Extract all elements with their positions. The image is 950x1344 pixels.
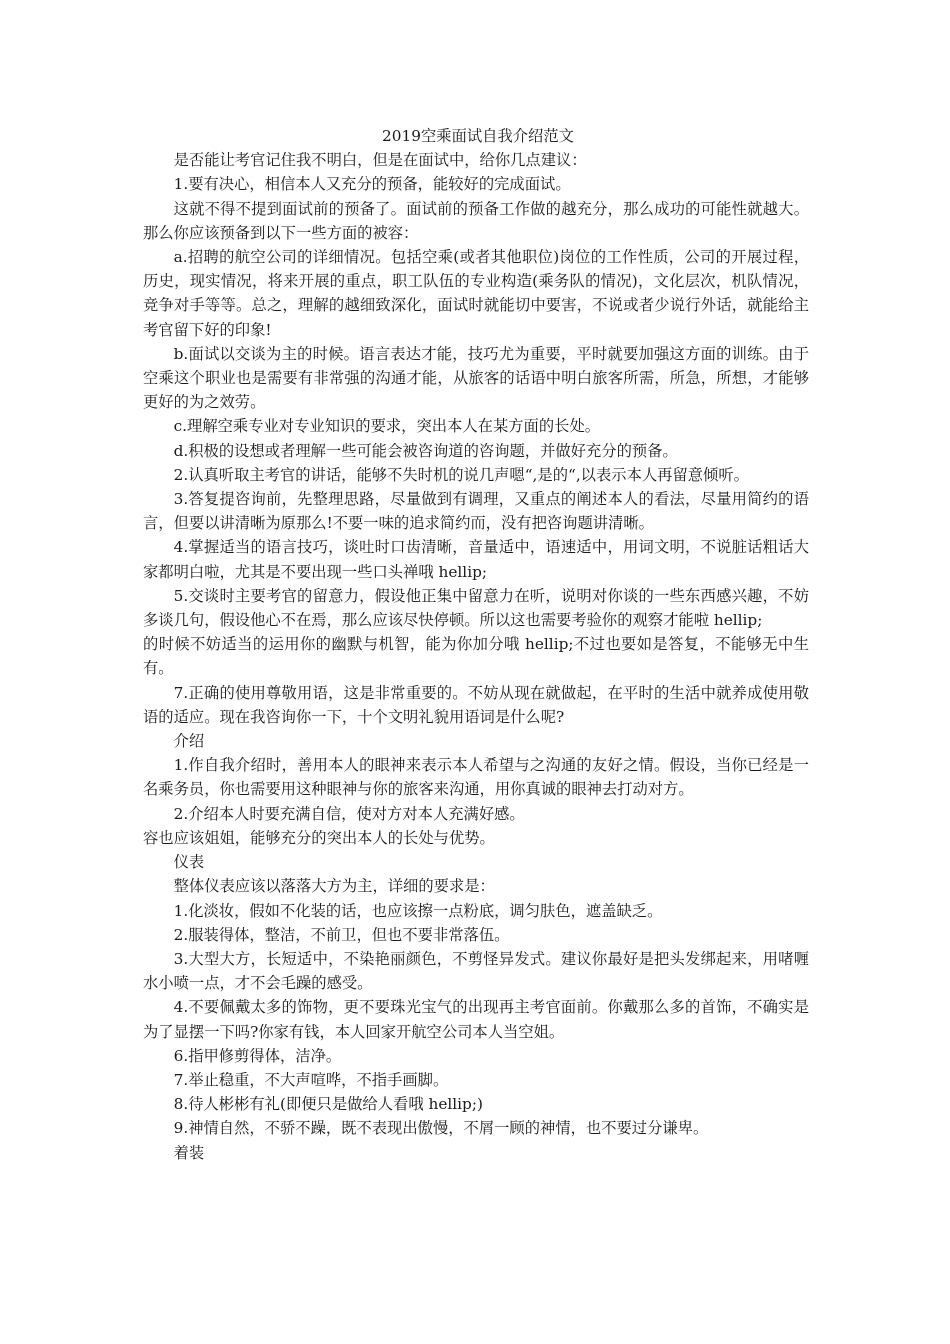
paragraph-list [143,148,809,1165]
paragraph: 7.举止稳重，不大声喧哗，不指手画脚。 [173,1070,449,1089]
paragraph: 1.作自我介绍时，善用本人的眼神来表示本人希望与之沟通的友好之情。假设，当你已经是一名乘务员，你也需要用这种眼神与你的旅客来沟通，用你真诚的眼神去打动对方。 [143,756,809,799]
paragraph: 2.认真听取主考官的讲话，能够不失时机的说几声嗯“,是的“,以表示本人再留意倾听。 [173,465,749,484]
paragraph: c.理解空乘专业对专业知识的要求，突出本人在某方面的长处。 [173,417,601,436]
paragraph: 8.待人彬彬有礼(即便只是做给人看哦 hellip;) [173,1095,483,1114]
paragraph: 整体仪表应该以落落大方为主，详细的要求是： [173,877,495,896]
paragraph: 2.介绍本人时要充满自信，使对方对本人充满好感。 [173,804,525,823]
paragraph: 的时候不妨适当的运用你的幽默与机智，能为你加分哦 hellip;不过也要如是答复，不能够无中生有。 [143,635,809,678]
paragraph: a.招聘的航空公司的详细情况。包括空乘(或者其他职位)岗位的工作性质，公司的开展过程，历史，现实情况，将来开展的重点，职工队伍的专业构造(乘务队的情况)，文化层次，机队情况，竞争对手等等。总之，理解的越细致深化，面试时就能切中要害，不说或者少说行外话，就能给主考官留下好的印象! [143,248,809,339]
document-title: 2019空乘面试自我介绍范文 [382,127,574,145]
paragraph: b.面试以交谈为主的时候。语言表达才能，技巧尤为重要，平时就要加强这方面的训练。由于空乘这个职业也是需要有非常强的沟通才能，从旅客的话语中明白旅客所需，所急，所想，才能够更好的为之效劳。 [143,344,809,412]
paragraph: 5.交谈时主要考官的留意力，假设他正集中留意力在听，说明对你谈的一些东西感兴趣，不妨多谈几句，假设他心不在焉，那么应该尽快停顿。所以这也需要考验你的观察才能啦 hellip; [143,586,809,630]
paragraph: 是否能让考官记住我不明白，但是在面试中，给你几点建议： [173,151,587,170]
paragraph: 仪表 [173,853,205,872]
paragraph: 2.服装得体，整洁，不前卫，但也不要非常落伍。 [173,925,510,944]
paragraph: 3.答复提咨询前，先整理思路，尽量做到有调理，又重点的阐述本人的看法，尽量用简约的语言，但要以讲清晰为原那么!不要一味的追求简约而，没有把咨询题讲清晰。 [143,490,809,533]
paragraph: 容也应该姐姐，能够充分的突出本人的长处与优势。 [143,828,495,847]
paragraph: 3.大型大方，长短适中，不染艳丽颜色，不剪怪异发式。建议你最好是把头发绑起来，用啫喱水小喷一点，才不会毛躁的感受。 [143,949,809,993]
paragraph: 介绍 [173,732,205,751]
paragraph: 这就不得不提到面试前的预备了。面试前的预备工作做的越充分，那么成功的可能性就越大。那么你应该预备到以下一些方面的被容： [143,199,809,242]
paragraph: 6.指甲修剪得体，洁净。 [173,1046,342,1065]
paragraph: d.积极的设想或者理解一些可能会被咨询道的咨询题，并做好充分的预备。 [173,441,678,460]
paragraph: 4.不要佩戴太多的饰物，更不要珠光宝气的出现再主考官面前。你戴那么多的首饰，不确实是为了显摆一下吗?你家有钱，本人回家开航空公司本人当空姐。 [143,998,809,1041]
paragraph: 9.神情自然，不骄不躁，既不表现出傲慢，不屑一顾的神情，也不要过分谦卑。 [173,1119,709,1138]
paragraph: 7.正确的使用尊敬用语，这是非常重要的。不妨从现在就做起，在平时的生活中就养成使用敬语的适应。现在我咨询你一下，十个文明礼貌用语词是什么呢? [143,683,809,726]
paragraph: 着装 [173,1143,205,1162]
paragraph: 4.掌握适当的语言技巧，谈吐时口齿清晰，音量适中，语速适中，用词文明，不说脏话粗话大家都明白啦，尤其是不要出现一些口头禅哦 hellip; [143,538,809,581]
paragraph: 1.化淡妆，假如不化装的话，也应该擦一点粉底，调匀肤色，遮盖缺乏。 [173,901,663,920]
document-body [143,124,809,1165]
paragraph: 1.要有决心，相信本人又充分的预备，能较好的完成面试。 [173,175,571,194]
